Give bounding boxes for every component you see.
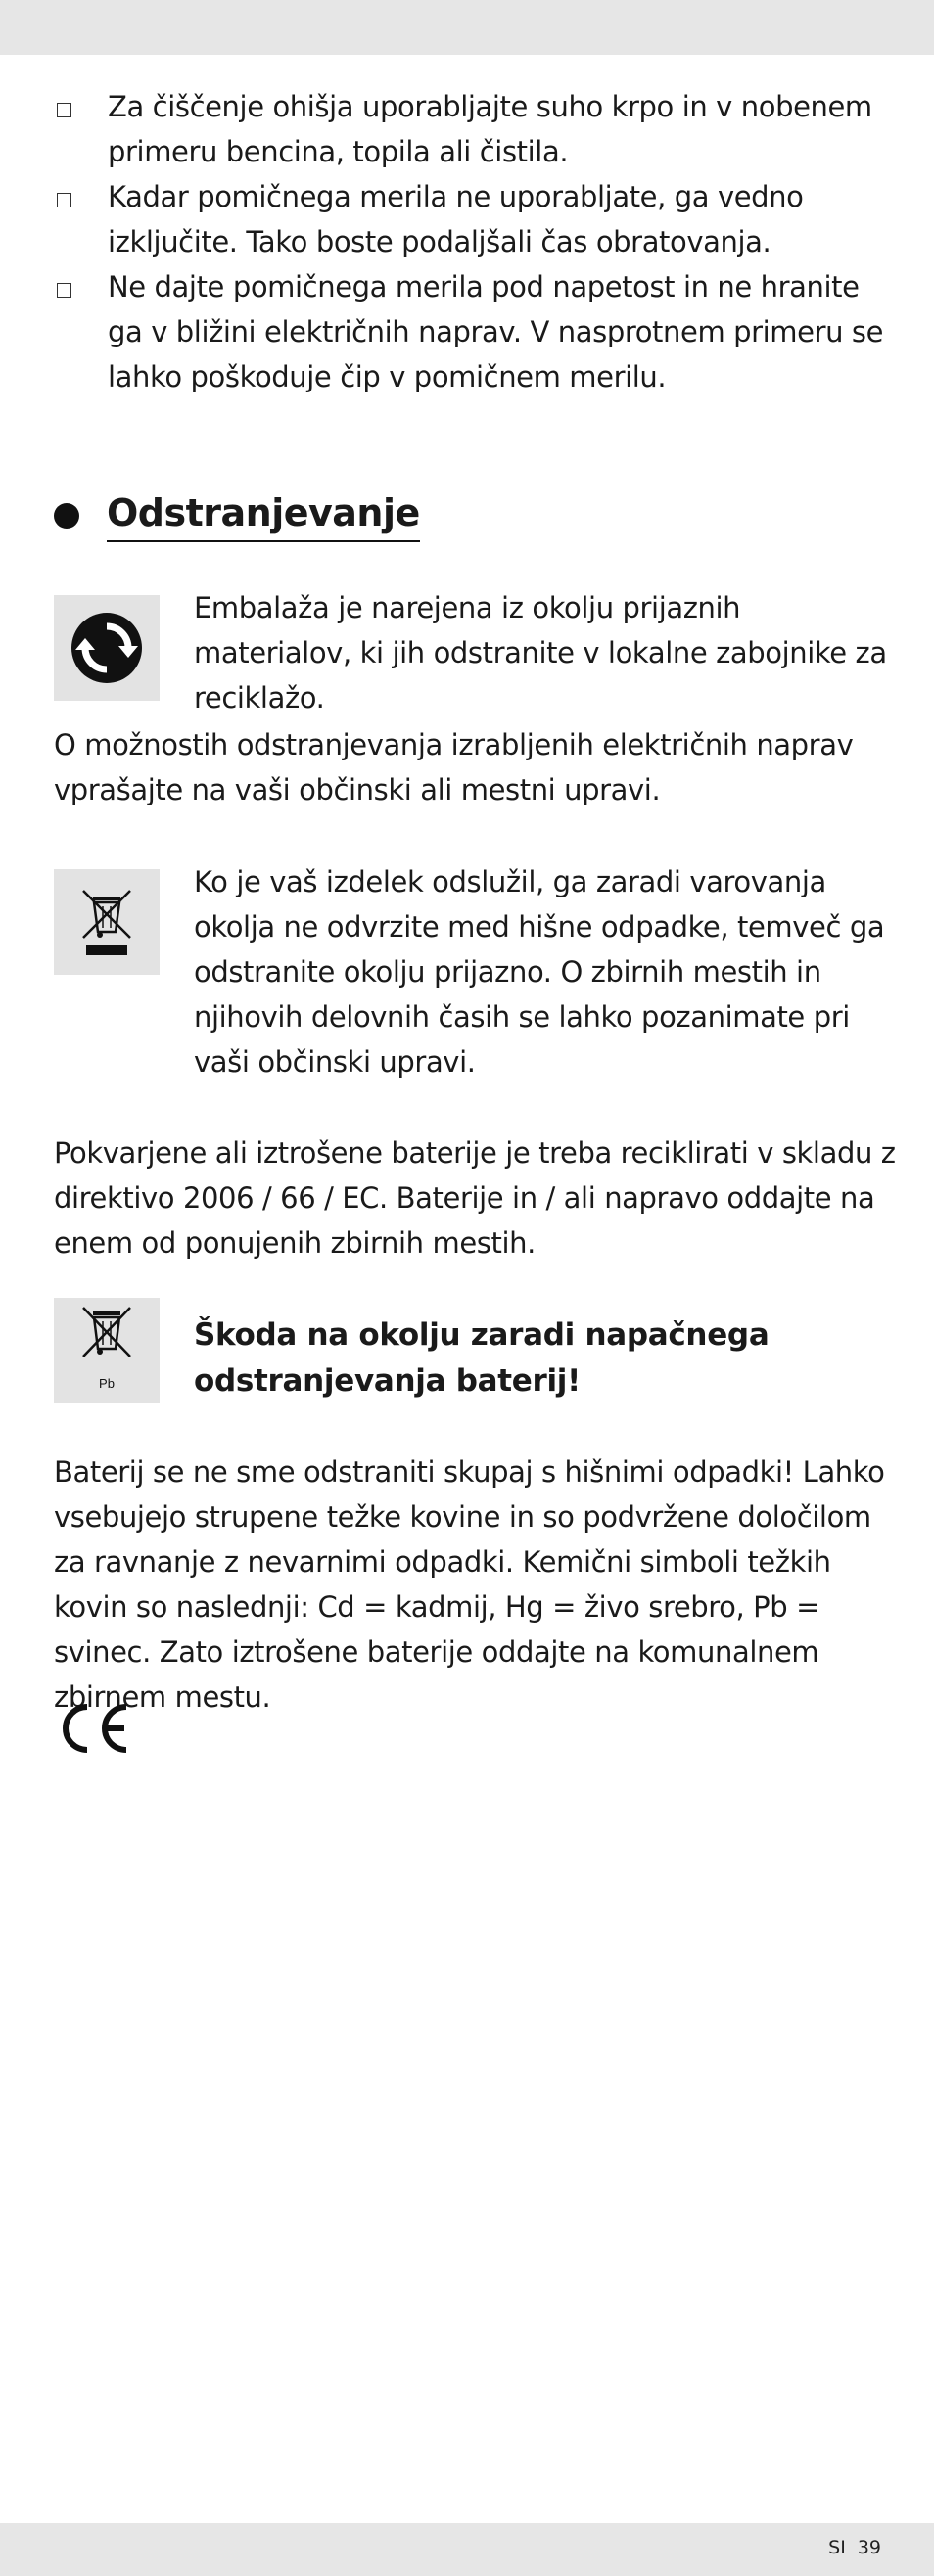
list-item	[54, 174, 886, 264]
weee-disposal-text: Ko je vaš izdelek odslužil, ga zaradi varovanja okolja ne odvrzite med hišne odpadke, temveč ga odstranite okolju prijazno. O zbirnih mestih in njihovih delovnih časih se lahko pozanimate pri vaši občinski upravi.	[194, 865, 885, 1079]
battery-disposal-text: Baterij se ne sme odstraniti skupaj s hišnimi odpadki! Lahko vsebujejo strupene težke kovine in so podvržene določilom za ravnanje z nevarnimi odpadki. Kemični simboli težkih kovin so naslednji: Cd = kadmij, Hg = živo srebro, Pb = svinec. Zato iztrošene baterije oddajte na komunalnem zbirnem mestu.	[54, 1455, 885, 1714]
ce-mark-icon	[54, 1700, 132, 1757]
battery-directive-text: Pokvarjene ali iztrošene baterije je treba reciklirati v skladu z direktivo 2006 / 66 / EC. Baterije in / ali napravo oddajte na enem od ponujenih zbirnih mestih.	[54, 1136, 896, 1260]
pb-label: Pb	[99, 1376, 115, 1391]
list-item-text: Ne dajte pomičnega merila pod napetost in ne hranite ga v bližini električnih naprav. V nasprotnem primeru se lahko poškoduje čip v pomičnem merilu.	[108, 270, 884, 393]
top-band	[0, 0, 934, 55]
footer-language: SI	[828, 2537, 846, 2558]
section-heading	[54, 489, 420, 542]
list-item-text: Kadar pomičnega merila ne uporabljate, ga vedno izklјučite. Tako boste podaljšali čas obratovanja.	[108, 180, 804, 258]
page-number: 39	[857, 2537, 881, 2558]
crossed-bin-icon	[54, 869, 160, 975]
list-item	[54, 264, 886, 399]
checkbox-bullet-icon	[57, 103, 71, 117]
battery-warning-heading: Škoda na okolju zaradi napačnega odstranjevanja baterij!	[194, 1317, 770, 1399]
section-title: Odstranjevanje	[107, 489, 420, 542]
checkbox-bullet-icon	[57, 283, 71, 298]
checkbox-bullet-icon	[57, 193, 71, 207]
list-item-text: Za čiščenje ohišja uporabljajte suho krpo in v nobenem primeru bencina, topila ali čistila.	[108, 90, 872, 168]
page-footer	[817, 2537, 881, 2558]
packaging-text: Embalaža je narejena iz okolju prijaznih materialov, ki jih odstranite v lokalne zabojnike za reciklažo.	[194, 591, 887, 714]
bottom-band	[0, 2523, 934, 2576]
cleaning-instructions	[54, 84, 886, 399]
recycling-icon	[54, 595, 160, 701]
list-item	[54, 84, 886, 174]
bullet-list	[54, 84, 886, 399]
electrical-disposal-info: O možnostih odstranjevanja izrabljenih električnih naprav vprašajte na vaši občinski ali mestni upravi.	[54, 728, 854, 806]
bullet-dot-icon	[54, 503, 79, 529]
crossed-bin-battery-icon	[54, 1298, 160, 1403]
